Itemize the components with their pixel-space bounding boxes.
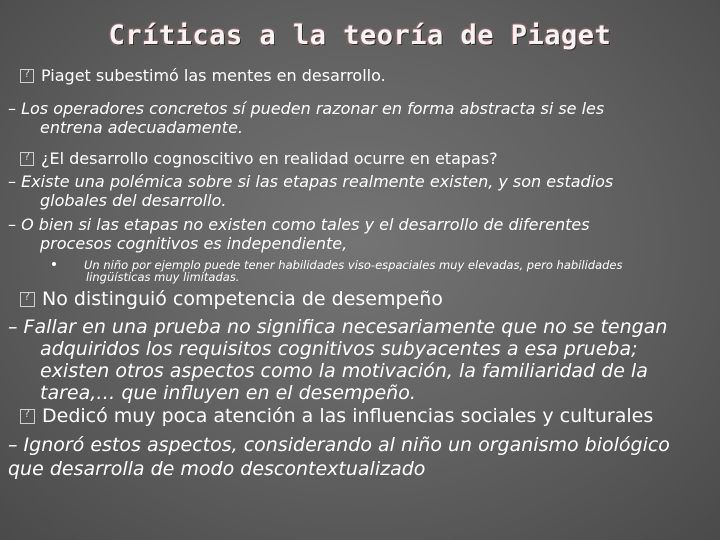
sub-item-continuation (40, 234, 347, 253)
sub-item-continuation (40, 191, 226, 210)
sub-item-text: procesos cognitivos es independiente, (40, 234, 348, 253)
sub-item (8, 172, 613, 191)
square-bullet-icon (20, 409, 35, 424)
bullet-text: No distinguió competencia de desempeño (42, 288, 443, 310)
bullet-text: ¿El desarrollo cognoscitivo en realidad ocurre en etapas? (41, 149, 498, 168)
sub-item-text: que desarrolla de modo descontextualizado (8, 458, 426, 480)
sub-sub-item-text: lingüísticas muy limitadas. (86, 270, 240, 284)
bullet-text: Piaget subestimó las mentes en desarrollo. (41, 66, 386, 85)
bullet-item (20, 149, 498, 168)
sub-item-text: tarea,… que influyen en el desempeño. (40, 382, 416, 404)
sub-item-continuation (40, 338, 638, 360)
sub-item-text: – Ignoró estos aspectos, considerando al niño un organismo biológico (8, 434, 670, 456)
sub-item-text: entrena adecuadamente. (40, 118, 243, 137)
bullet-item (20, 405, 653, 427)
sub-item-text: – Fallar en una prueba no significa necesariamente que no se tengan (8, 316, 668, 338)
sub-item (8, 316, 667, 338)
slide-title: Críticas a la teoría de Piaget (108, 20, 612, 51)
dot-bullet-icon (52, 262, 56, 266)
sub-item-continuation (40, 382, 416, 404)
sub-item-text: existen otros aspectos como la motivación, la familiaridad de la (40, 360, 648, 382)
sub-sub-item-text: Un niño por ejemplo puede tener habilidades viso-espaciales muy elevadas, pero habilidades (84, 258, 623, 272)
sub-item-text: – Los operadores concretos sí pueden razonar en forma abstracta si se les (8, 99, 605, 118)
sub-item-text: globales del desarrollo. (40, 191, 227, 210)
square-bullet-icon (20, 69, 34, 83)
bullet-item (20, 66, 386, 85)
sub-item-text: adquiridos los requisitos cognitivos subyacentes a esa prueba; (40, 338, 638, 360)
sub-item-text: – Existe una polémica sobre si las etapas realmente existen, y son estadios (8, 172, 614, 191)
sub-item-continuation (40, 360, 648, 382)
square-bullet-icon (20, 152, 34, 166)
sub-item (8, 434, 670, 456)
sub-item-continuation (40, 118, 243, 137)
sub-sub-item-continuation (86, 270, 239, 284)
bullet-item (20, 288, 443, 310)
sub-item-text: – O bien si las etapas no existen como tales y el desarrollo de diferentes (8, 215, 590, 234)
square-bullet-icon (20, 292, 35, 307)
sub-item (8, 215, 590, 234)
bullet-text: Dedicó muy poca atención a las influencias sociales y culturales (42, 405, 654, 427)
sub-item (8, 99, 604, 118)
sub-item-continuation (8, 458, 425, 480)
